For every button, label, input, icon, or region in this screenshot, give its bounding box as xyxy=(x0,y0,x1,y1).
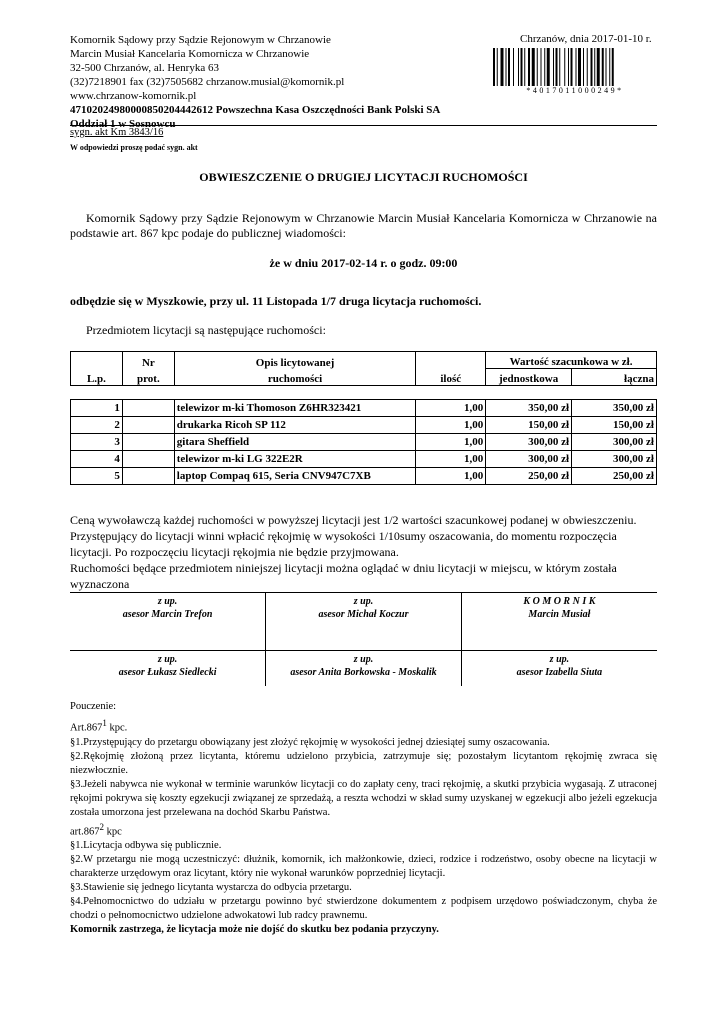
signature-upto: z up. xyxy=(549,654,570,665)
auction-location: odbędzie się w Myszkowie, przy ul. 11 Listopada 1/7 druga licytacja ruchomości. xyxy=(70,294,482,308)
signature-cell xyxy=(266,651,462,687)
cell-nr xyxy=(122,417,174,434)
col-ilosc: ilość xyxy=(416,352,486,386)
cell-laczna: 250,00 zł xyxy=(572,468,657,485)
article-paragraph: §2.Rękojmię złożoną przez licytanta, któremu udzielono przybicia, zatrzymuje się; pozostałym licytantom rękojmię zwraca się niezwłocznie. xyxy=(70,750,657,776)
instructions-heading: Pouczenie: xyxy=(70,701,117,712)
signature-spacer xyxy=(266,628,462,651)
col-opis: Opis licytowanej xyxy=(174,352,415,369)
table-row xyxy=(71,400,657,417)
col-wartosc: Wartość szacunkowa w zł. xyxy=(486,352,657,369)
bank-account: 47102024980000850204442612 Powszechna Kasa Oszczędności Bank Polski SA xyxy=(70,104,441,116)
signature-upto: z up. xyxy=(353,596,374,607)
article-sup: 1 xyxy=(102,718,107,728)
signature-spacer xyxy=(461,628,657,651)
intro-paragraph: Komornik Sądowy przy Sądzie Rejonowym w Chrzanowie Marcin Musiał Kancelaria Komornicza w Chrzanowie na podstawie art. 867 kpc podaje do publicznej wiadomości: xyxy=(70,211,657,240)
cell-ilosc: 1,00 xyxy=(416,400,486,417)
signature-cell xyxy=(70,593,266,629)
signature-title: K O M O R N I K xyxy=(523,596,596,607)
cell-opis: drukarka Ricoh SP 112 xyxy=(174,417,416,434)
table-row xyxy=(71,417,657,434)
cell-nr xyxy=(122,468,174,485)
cell-opis: telewizor m-ki LG 322E2R xyxy=(174,451,416,468)
article-paragraph: §3.Jeżeli nabywca nie wykonał w terminie warunków licytacji co do zapłaty ceny, traci rękojmię, a skutki przybicia wygasają. Z utraconej rękojmi pokrywa się koszty egzekucji związanej ze sprzedażą, a reszta wchodzi w skład sumy uzyskanej w egzekucji albo jeżeli egzekucja została umorzona jest przelewana na dochód Skarbu Państwa. xyxy=(70,778,657,818)
article-suffix: kpc xyxy=(103,826,122,837)
items-table xyxy=(70,399,657,485)
case-number xyxy=(70,127,163,138)
article-suffix: kpc. xyxy=(106,722,128,734)
signature-upto: z up. xyxy=(353,654,374,665)
document-title: OBWIESZCZENIE O DRUGIEJ LICYTACJI RUCHOMOŚCI xyxy=(199,170,528,184)
signature-cell xyxy=(266,593,462,629)
cell-laczna: 150,00 zł xyxy=(572,417,657,434)
cell-jedn: 150,00 zł xyxy=(486,417,572,434)
cell-opis: gitara Sheffield xyxy=(174,434,416,451)
cell-ilosc: 1,00 xyxy=(416,434,486,451)
signature-upto: z up. xyxy=(157,596,178,607)
header-divider xyxy=(70,125,657,126)
barcode-image xyxy=(493,48,657,86)
legal-instructions xyxy=(70,700,657,937)
signatures-table xyxy=(70,592,657,686)
cell-ilosc: 1,00 xyxy=(416,468,486,485)
article-label: art.867 xyxy=(70,826,100,837)
table-row xyxy=(71,468,657,485)
col-jednostkowa: jednostkowa xyxy=(486,369,572,386)
col-laczna: łączna xyxy=(572,369,657,386)
cell-lp: 4 xyxy=(71,451,123,468)
date-place: Chrzanów, dnia 2017-01-10 r. xyxy=(520,33,652,45)
condition-price: Ceną wywoławczą każdej ruchomości w powyższej licytacji jest 1/2 wartości szacunkowej podanej w obwieszczeniu. xyxy=(70,513,637,527)
table-row xyxy=(71,451,657,468)
signatures-block xyxy=(70,592,657,686)
signature-name: asesor Michał Koczur xyxy=(318,609,409,620)
article-paragraph: §4.Pełnomocnictwo do udziału w przetargu powinno być stwierdzone dokumentem z podpisem urzędowo poświadczonym, chyba że chodzi o pełnomocnictwo udzielone adwokatowi lub radcy prawnemu. xyxy=(70,896,657,921)
article-paragraph: §3.Stawienie się jednego licytanta wystarcza do odbycia przetargu. xyxy=(70,882,352,893)
article-label: Art.867 xyxy=(70,722,103,734)
signature-cell xyxy=(70,651,266,687)
table-row xyxy=(71,434,657,451)
signature-name: asesor Łukasz Siedlecki xyxy=(118,667,217,678)
signature-name: asesor Anita Borkowska - Moskalik xyxy=(290,667,437,678)
cell-jedn: 250,00 zł xyxy=(486,468,572,485)
header-line: Marcin Musiał Kancelaria Komornicza w Chrzanowie xyxy=(70,48,310,60)
article-paragraph: §1.Przystępujący do przetargu obowiązany jest złożyć rękojmię w wysokości jednej dziesiątej sumy oszacowania. xyxy=(70,736,550,748)
header-line: Komornik Sądowy przy Sądzie Rejonowym w Chrzanowie xyxy=(70,34,331,46)
condition-deposit: Przystępujący do licytacji winni wpłacić rękojmię w wysokości 1/10sumy oszacowania, do momentu rozpoczęcia licytacji. Po rozpoczęciu licytacji rękojmia nie będzie przyjmowana. xyxy=(70,529,617,559)
cell-lp: 3 xyxy=(71,434,123,451)
signature-name: Marcin Musiał xyxy=(528,609,591,620)
cell-ilosc: 1,00 xyxy=(416,417,486,434)
article-paragraph: §1.Licytacja odbywa się publicznie. xyxy=(70,840,222,851)
final-reservation: Komornik zastrzega, że licytacja może nie dojść do skutku bez podania przyczyny. xyxy=(70,924,439,935)
cell-lp: 5 xyxy=(71,468,123,485)
auction-datetime: że w dniu 2017-02-14 r. o godz. 09:00 xyxy=(269,256,458,270)
signature-name: asesor Izabella Siuta xyxy=(516,667,603,678)
cell-opis: telewizor m-ki Thomoson Z6HR323421 xyxy=(174,400,416,417)
office-header xyxy=(70,33,440,131)
col-nr: Nr xyxy=(122,352,174,369)
case-number-label: sygn. akt Km 3843/16 xyxy=(70,127,164,138)
cell-ilosc: 1,00 xyxy=(416,451,486,468)
cell-nr xyxy=(122,434,174,451)
cell-laczna: 350,00 zł xyxy=(572,400,657,417)
items-table-header xyxy=(70,351,657,386)
condition-viewing: Ruchomości będące przedmiotem niniejszej licytacji można oglądać w dniu licytacji w miejscu, w którym została wyznaczona xyxy=(70,561,617,591)
signature-cell xyxy=(461,651,657,687)
header-line: (32)7218901 fax (32)7505682 chrzanow.musial@komornik.pl xyxy=(70,76,345,88)
signature-upto: z up. xyxy=(157,654,178,665)
article-heading xyxy=(70,716,657,736)
barcode-text: *4017011000249* xyxy=(526,86,624,95)
col-prot: prot. xyxy=(122,369,174,386)
auction-conditions xyxy=(70,512,657,592)
cell-lp: 2 xyxy=(71,417,123,434)
col-ruchomosci: ruchomości xyxy=(174,369,415,386)
cell-jedn: 300,00 zł xyxy=(486,451,572,468)
cell-jedn: 350,00 zł xyxy=(486,400,572,417)
cell-lp: 1 xyxy=(71,400,123,417)
cell-laczna: 300,00 zł xyxy=(572,451,657,468)
article-paragraph: §2.W przetargu nie mogą uczestniczyć: dłużnik, komornik, ich małżonkowie, dzieci, rodzice i rodzeństwo, osoby obecne na licytacji w charakterze urzędowym oraz licytant, który nie wykonał warunków poprzedniej licytacji. xyxy=(70,854,657,879)
header-line: www.chrzanow-komornik.pl xyxy=(70,90,197,102)
cell-laczna: 300,00 zł xyxy=(572,434,657,451)
cell-nr xyxy=(122,451,174,468)
case-note: W odpowiedzi proszę podać sygn. akt xyxy=(70,143,198,152)
bank-branch: Oddział 1 w Sosnowcu xyxy=(70,118,176,130)
cell-nr xyxy=(122,400,174,417)
signature-name: asesor Marcin Trefon xyxy=(122,609,213,620)
col-lp: L.p. xyxy=(71,352,123,386)
items-lead: Przedmiotem licytacji są następujące ruchomości: xyxy=(86,323,326,337)
signature-cell xyxy=(461,593,657,629)
cell-jedn: 300,00 zł xyxy=(486,434,572,451)
signature-spacer xyxy=(70,628,266,651)
cell-opis: laptop Compaq 615, Seria CNV947C7XB xyxy=(174,468,416,485)
article-sup: 2 xyxy=(99,821,104,832)
header-line: 32-500 Chrzanów, al. Henryka 63 xyxy=(70,62,219,74)
article-heading xyxy=(70,820,657,840)
